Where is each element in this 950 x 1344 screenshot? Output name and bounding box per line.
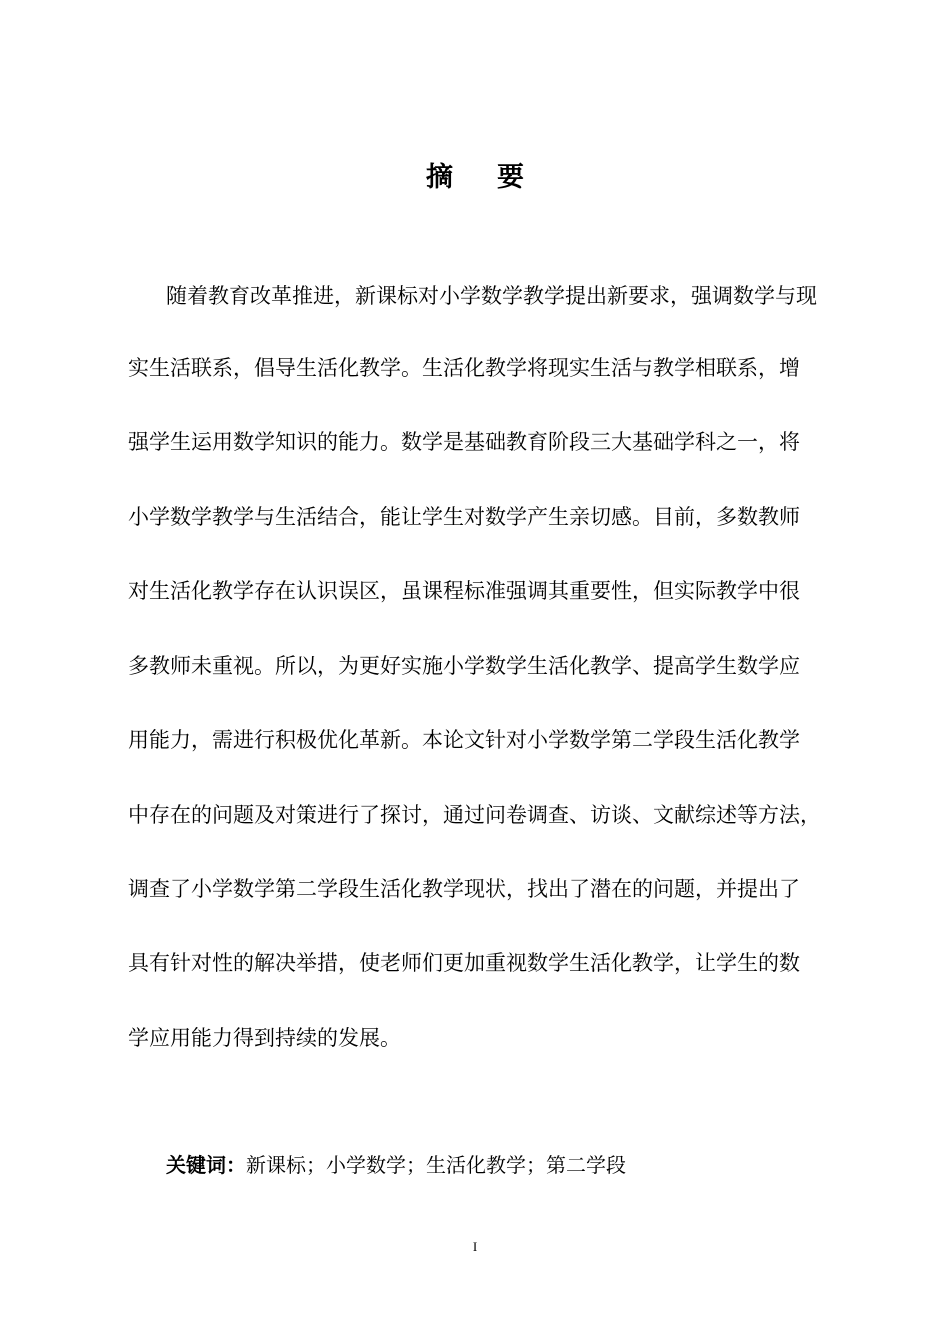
- abstract-line: 小学数学教学与生活结合，能让学生对数学产生亲切感。目前，多数教师: [128, 505, 800, 529]
- abstract-title-char-2: 要: [497, 162, 524, 193]
- abstract-line: 调查了小学数学第二学段生活化教学现状，找出了潜在的问题，并提出了: [128, 877, 800, 901]
- abstract-line: 随着教育改革推进，新课标对小学数学教学提出新要求，强调数学与现: [166, 284, 817, 308]
- page-number: I: [472, 1239, 478, 1254]
- abstract-line: 实生活联系，倡导生活化教学。生活化教学将现实生活与教学相联系，增: [128, 356, 800, 380]
- abstract-line: 多教师未重视。所以，为更好实施小学数学生活化教学、提高学生数学应: [128, 654, 800, 678]
- abstract-line: 具有针对性的解决举措，使老师们更加重视数学生活化教学，让学生的数: [128, 951, 800, 975]
- keywords-label: 关键词：: [166, 1153, 246, 1177]
- keywords: [166, 1150, 626, 1180]
- abstract-line: 强学生运用数学知识的能力。数学是基础教育阶段三大基础学科之一，将: [128, 430, 800, 454]
- abstract-line: 用能力，需进行积极优化革新。本论文针对小学数学第二学段生活化教学: [128, 728, 800, 752]
- abstract-line: 学应用能力得到持续的发展。: [128, 1026, 401, 1050]
- abstract-title-char-1: 摘: [426, 162, 453, 193]
- abstract-line: 中存在的问题及对策进行了探讨，通过问卷调查、访谈、文献综述等方法，: [128, 803, 821, 827]
- abstract-line: 对生活化教学存在认识误区，虽课程标准强调其重要性，但实际教学中很: [128, 579, 800, 603]
- keywords-values: 新课标；小学数学；生活化教学；第二学段: [246, 1153, 626, 1177]
